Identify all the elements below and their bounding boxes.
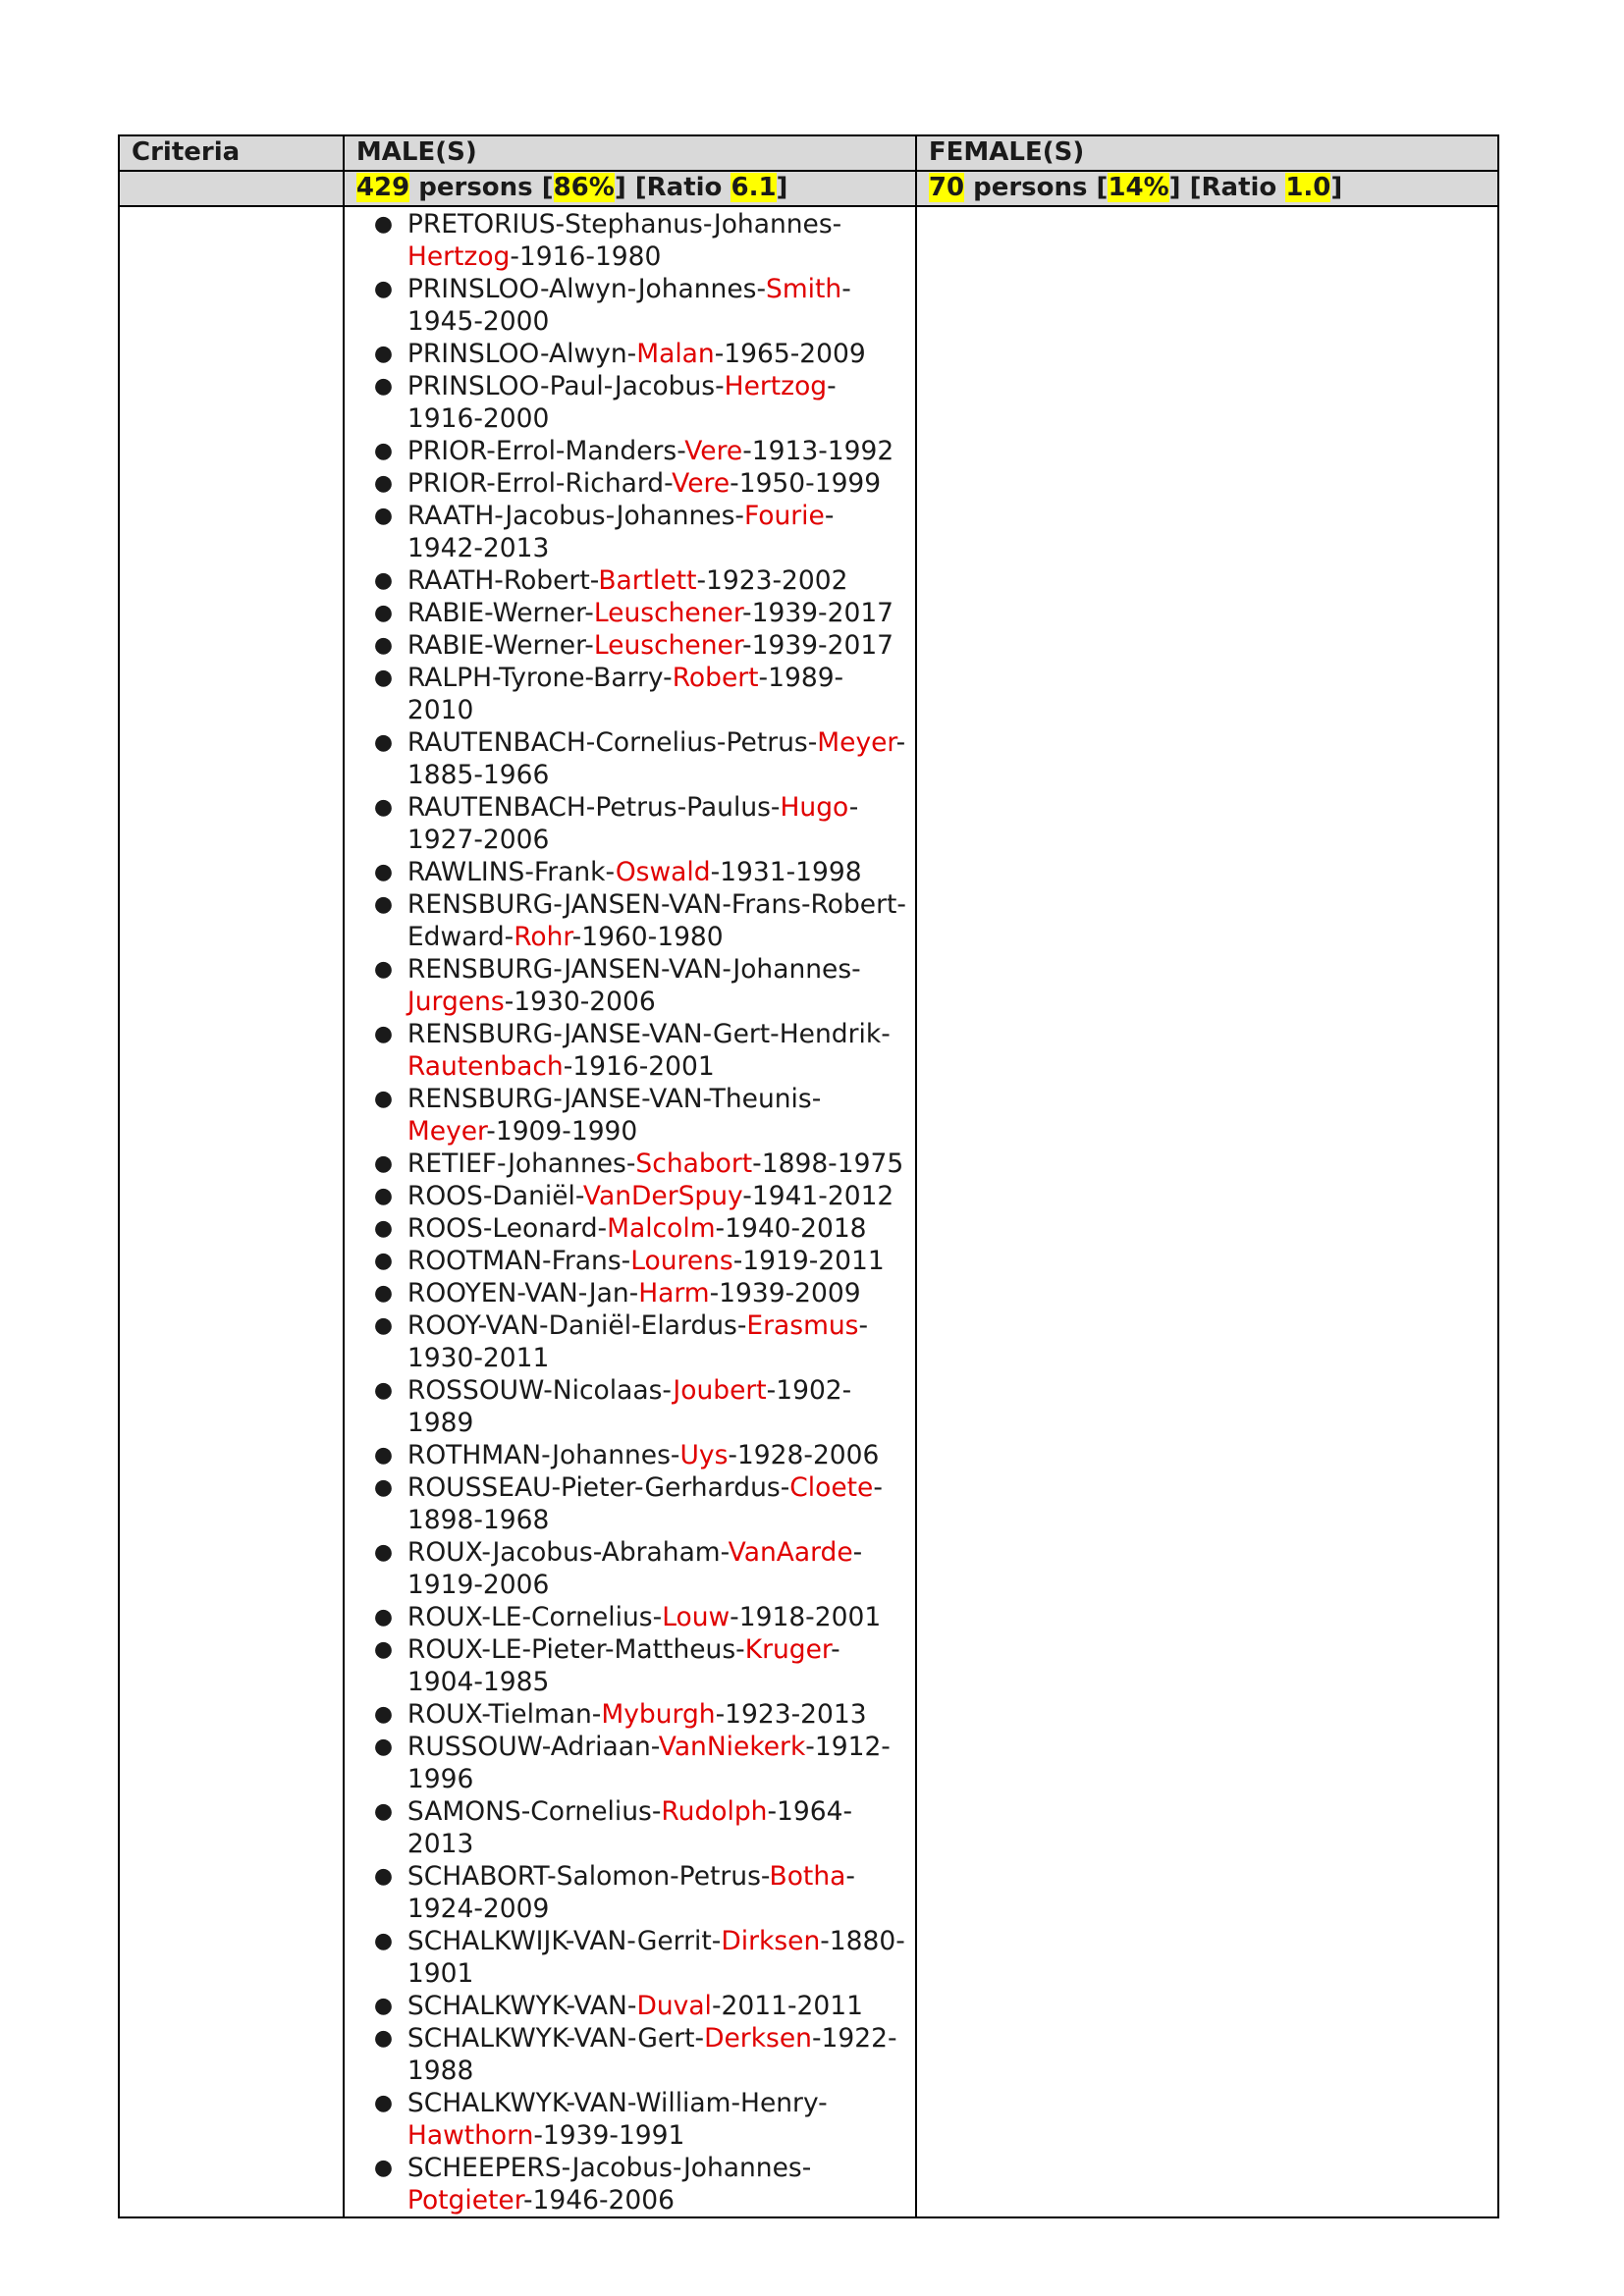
entry-dates: -1909-1990: [486, 1116, 638, 1147]
female-header: FEMALE(S): [916, 135, 1498, 171]
entry-prefix: SCHALKWYK-VAN-Gert-: [406, 2023, 705, 2054]
bullet-icon: ●: [373, 568, 394, 593]
list-item: [356, 1277, 915, 1309]
criteria-header: Criteria: [119, 135, 344, 171]
bullet-icon: ●: [373, 957, 394, 982]
male-ratio-label: Ratio: [646, 173, 723, 202]
bullet-icon: ●: [373, 1443, 394, 1468]
list-item: [356, 1083, 915, 1148]
entry-dates: -1898-1975: [752, 1148, 904, 1179]
entry-dates: -1939-2017: [742, 630, 894, 661]
entry-dates: -1913-1992: [742, 436, 894, 466]
entry-surname: Uys: [679, 1440, 729, 1470]
list-item: [356, 273, 915, 338]
entry-prefix: RENSBURG-JANSEN-VAN-Frans-Robert-Edward-: [406, 889, 906, 952]
entry-prefix: ROOS-Leonard-: [406, 1213, 608, 1244]
entry-dates: -1946-2006: [522, 2185, 675, 2216]
entry-dates: -1941-2012: [742, 1181, 894, 1211]
entry-dates: -1927-2006: [406, 792, 859, 855]
entry-dates: -1918-2001: [730, 1602, 882, 1632]
entry-dates: -1939-2017: [742, 598, 894, 628]
bullet-icon: ●: [373, 1994, 394, 2018]
entry-prefix: ROOY-VAN-Daniël-Elardus-: [406, 1310, 747, 1341]
entry-dates: -1989-2010: [406, 663, 844, 725]
bullet-icon: ●: [373, 730, 394, 755]
bullet-icon: ●: [373, 1929, 394, 1953]
bullet-icon: ●: [373, 1184, 394, 1208]
entry-surname: Erasmus: [746, 1310, 859, 1341]
female-ratio: 1.0: [1285, 173, 1331, 202]
entry-dates: -1939-1991: [533, 2120, 685, 2151]
list-item: [356, 726, 915, 791]
entry-surname: Bartlett: [598, 565, 697, 596]
entry-dates: -1922-1988: [406, 2023, 897, 2086]
bullet-icon: ●: [373, 212, 394, 237]
entry-surname: Harm: [638, 1278, 710, 1308]
list-item: [356, 953, 915, 1018]
bullet-icon: ●: [373, 2091, 394, 2115]
entry-dates: -1930-2006: [504, 987, 656, 1017]
entry-surname: Hertzog: [406, 241, 511, 272]
entry-surname: Rautenbach: [406, 1051, 564, 1082]
entry-dates: -1885-1966: [406, 727, 906, 790]
bullet-icon: ●: [373, 2026, 394, 2051]
list-item: [356, 1148, 915, 1180]
bullet-icon: ●: [373, 1313, 394, 1338]
list-item: [356, 1731, 915, 1795]
entry-dates: -1924-2009: [406, 1861, 855, 1924]
bullet-icon: ●: [373, 1799, 394, 1824]
body-row: [119, 206, 1498, 2217]
entry-prefix: RENSBURG-JANSE-VAN-Theunis-: [406, 1084, 822, 1114]
entry-dates: -1965-2009: [714, 339, 866, 369]
entry-prefix: RAUTENBACH-Petrus-Paulus-: [406, 792, 781, 823]
entry-dates: -1898-1968: [406, 1472, 883, 1535]
entry-surname: Derksen: [704, 2023, 812, 2054]
list-item: [356, 1439, 915, 1471]
entry-prefix: ROUX-Tielman-: [406, 1699, 602, 1730]
list-item: [356, 370, 915, 435]
bullet-icon: ●: [373, 666, 394, 690]
entry-surname: Malcolm: [607, 1213, 716, 1244]
entry-dates: -1945-2000: [406, 274, 851, 337]
entry-dates: -1912-1996: [406, 1732, 891, 1794]
entry-prefix: RAUTENBACH-Cornelius-Petrus-: [406, 727, 818, 758]
entry-surname: Vere: [684, 436, 743, 466]
list-item: [356, 1018, 915, 1083]
list-item: [356, 467, 915, 500]
entry-surname: Vere: [672, 468, 731, 499]
bullet-icon: ●: [373, 342, 394, 366]
bullet-icon: ●: [373, 2156, 394, 2180]
bullet-icon: ●: [373, 1216, 394, 1241]
entry-surname: VanAarde: [728, 1537, 853, 1568]
entry-surname: Leuschener: [593, 630, 743, 661]
list-item: [356, 564, 915, 597]
entry-surname: Hawthorn: [406, 2120, 534, 2151]
list-item: [356, 338, 915, 370]
entry-prefix: SCHABORT-Salomon-Petrus-: [406, 1861, 770, 1892]
list-item: [356, 2152, 915, 2216]
list-item: [356, 435, 915, 467]
list-item: [356, 629, 915, 662]
male-header: MALE(S): [344, 135, 916, 171]
male-percent: 86%: [553, 173, 615, 202]
bullet-icon: ●: [373, 1249, 394, 1273]
entry-surname: Myburgh: [601, 1699, 716, 1730]
entry-surname: Louw: [662, 1602, 731, 1632]
bullet-icon: ●: [373, 374, 394, 399]
entry-dates: -1916-1980: [510, 241, 662, 272]
list-item: [356, 208, 915, 273]
entry-prefix: PRINSLOO-Alwyn-Johannes-: [406, 274, 767, 304]
male-ratio: 6.1: [731, 173, 777, 202]
entry-surname: Cloete: [789, 1472, 874, 1503]
male-persons-label: persons: [418, 173, 533, 202]
entry-prefix: PRINSLOO-Paul-Jacobus-: [406, 371, 725, 401]
bullet-icon: ●: [373, 1378, 394, 1403]
list-item: [356, 1471, 915, 1536]
entry-prefix: RENSBURG-JANSE-VAN-Gert-Hendrik-: [406, 1019, 891, 1049]
entry-surname: Hugo: [780, 792, 849, 823]
bullet-icon: ●: [373, 795, 394, 820]
list-item: [356, 2087, 915, 2152]
entry-prefix: SCHALKWIJK-VAN-Gerrit-: [406, 1926, 722, 1956]
entry-surname: Lourens: [630, 1246, 733, 1276]
entry-prefix: PRIOR-Errol-Richard-: [406, 468, 673, 499]
entry-prefix: ROOTMAN-Frans-: [406, 1246, 631, 1276]
entry-prefix: RETIEF-Johannes-: [406, 1148, 636, 1179]
list-item: [356, 597, 915, 629]
female-ratio-label: Ratio: [1201, 173, 1277, 202]
entry-dates: -1919-2011: [732, 1246, 885, 1276]
entry-dates: -1939-2009: [709, 1278, 861, 1308]
bullet-icon: ●: [373, 1022, 394, 1046]
entry-prefix: RENSBURG-JANSEN-VAN-Johannes-: [406, 954, 863, 985]
entry-surname: Smith: [766, 274, 842, 304]
female-summary: 70 persons [14%] [Ratio 1.0]: [916, 171, 1498, 206]
entry-prefix: ROOS-Daniël-: [406, 1181, 583, 1211]
bullet-icon: ●: [373, 1864, 394, 1889]
list-item: [356, 888, 915, 953]
entry-dates: -1919-2006: [406, 1537, 863, 1600]
entry-prefix: ROTHMAN-Johannes-: [406, 1440, 680, 1470]
summary-row: [119, 171, 1498, 206]
entry-surname: Jurgens: [406, 987, 505, 1017]
entry-prefix: RAATH-Jacobus-Johannes-: [406, 501, 744, 531]
entry-surname: Rohr: [514, 922, 572, 952]
entry-prefix: RUSSOUW-Adriaan-: [406, 1732, 659, 1762]
bullet-icon: ●: [373, 1540, 394, 1565]
entry-surname: Leuschener: [593, 598, 743, 628]
entry-dates: -1902-1989: [406, 1375, 852, 1438]
entry-prefix: ROUX-LE-Cornelius-: [406, 1602, 663, 1632]
bullet-icon: ●: [373, 601, 394, 625]
bullet-icon: ●: [373, 1281, 394, 1306]
entry-surname: Rudolph: [661, 1796, 768, 1827]
list-item: [356, 500, 915, 564]
entry-prefix: RABIE-Werner-: [406, 630, 594, 661]
entry-surname: Duval: [636, 1991, 712, 2021]
entry-prefix: SCHALKWYK-VAN-William-Henry-: [406, 2088, 828, 2118]
bullet-icon: ●: [373, 1605, 394, 1629]
bullet-icon: ●: [373, 439, 394, 463]
entry-dates: -1916-2001: [563, 1051, 715, 1082]
bullet-icon: ●: [373, 1475, 394, 1500]
entry-dates: -1950-1999: [730, 468, 882, 499]
header-row: [119, 135, 1498, 171]
list-item: [356, 2022, 915, 2087]
entry-prefix: RAWLINS-Frank-: [406, 857, 616, 887]
entry-prefix: ROUX-Jacobus-Abraham-: [406, 1537, 729, 1568]
entry-prefix: RABIE-Werner-: [406, 598, 594, 628]
bullet-icon: ●: [373, 1151, 394, 1176]
entry-surname: Hertzog: [724, 371, 828, 401]
list-item: [356, 1309, 915, 1374]
entry-surname: VanNiekerk: [658, 1732, 806, 1762]
entry-surname: Fourie: [743, 501, 825, 531]
bullet-icon: ●: [373, 633, 394, 658]
entry-surname: Potgieter: [406, 2185, 523, 2216]
bullet-icon: ●: [373, 1702, 394, 1727]
bullet-icon: ●: [373, 1637, 394, 1662]
list-item: [356, 1245, 915, 1277]
persons-table: [118, 134, 1499, 2218]
entry-dates: -1923-2002: [696, 565, 848, 596]
female-persons-label: persons: [973, 173, 1088, 202]
entry-surname: Joubert: [673, 1375, 767, 1406]
entry-dates: -2011-2011: [711, 1991, 863, 2021]
entry-prefix: SAMONS-Cornelius-: [406, 1796, 662, 1827]
entry-dates: -1928-2006: [728, 1440, 880, 1470]
male-summary: 429 persons [86%] [Ratio 6.1]: [344, 171, 916, 206]
female-percent: 14%: [1108, 173, 1169, 202]
entry-dates: -1880-1901: [406, 1926, 905, 1989]
female-count: 70: [928, 173, 965, 202]
bullet-icon: ●: [373, 504, 394, 528]
list-item: [356, 1795, 915, 1860]
bullet-icon: ●: [373, 1087, 394, 1111]
entry-prefix: RALPH-Tyrone-Barry-: [406, 663, 673, 693]
entry-surname: Dirksen: [721, 1926, 821, 1956]
entry-dates: -1960-1980: [571, 922, 724, 952]
entry-prefix: RAATH-Robert-: [406, 565, 599, 596]
entry-prefix: PRETORIUS-Stephanus-Johannes-: [406, 209, 842, 240]
list-item: [356, 1990, 915, 2022]
entry-dates: -1940-2018: [715, 1213, 867, 1244]
entry-prefix: SCHALKWYK-VAN-: [406, 1991, 637, 2021]
entry-surname: Meyer: [406, 1116, 487, 1147]
entry-prefix: ROSSOUW-Nicolaas-: [406, 1375, 674, 1406]
list-item: [356, 1633, 915, 1698]
entry-prefix: ROUX-LE-Pieter-Mattheus-: [406, 1634, 745, 1665]
entry-surname: Oswald: [615, 857, 711, 887]
list-item: [356, 1374, 915, 1439]
male-list: [356, 207, 915, 2216]
bullet-icon: ●: [373, 277, 394, 301]
list-item: [356, 1536, 915, 1601]
list-item: [356, 1180, 915, 1212]
list-item: [356, 1860, 915, 1925]
entry-dates: -1923-2013: [715, 1699, 867, 1730]
entry-prefix: PRIOR-Errol-Manders-: [406, 436, 685, 466]
entry-dates: -1930-2011: [406, 1310, 869, 1373]
list-item: [356, 791, 915, 856]
list-item: [356, 1601, 915, 1633]
bullet-icon: ●: [373, 471, 394, 496]
bullet-icon: ●: [373, 892, 394, 917]
list-item: [356, 1212, 915, 1245]
male-count: 429: [355, 173, 410, 202]
criteria-summary-cell: [119, 171, 344, 206]
list-item: [356, 662, 915, 726]
list-item: [356, 856, 915, 888]
criteria-body-cell: [119, 206, 344, 2217]
entry-surname: Robert: [672, 663, 759, 693]
list-item: [356, 1925, 915, 1990]
entry-prefix: ROOYEN-VAN-Jan-: [406, 1278, 639, 1308]
entry-surname: Kruger: [744, 1634, 832, 1665]
entry-dates: -1931-1998: [710, 857, 862, 887]
bullet-icon: ●: [373, 860, 394, 884]
entry-surname: Schabort: [635, 1148, 753, 1179]
entry-surname: Meyer: [817, 727, 896, 758]
entry-prefix: SCHEEPERS-Jacobus-Johannes-: [406, 2153, 812, 2183]
female-list-cell: [916, 206, 1498, 2217]
entry-prefix: PRINSLOO-Alwyn-: [406, 339, 637, 369]
entry-dates: -1964-2013: [406, 1796, 853, 1859]
entry-dates: -1942-2013: [406, 501, 835, 563]
list-item: [356, 1698, 915, 1731]
entry-dates: -1904-1985: [406, 1634, 840, 1697]
entry-surname: VanDerSpuy: [582, 1181, 743, 1211]
entry-surname: Botha: [769, 1861, 846, 1892]
entry-prefix: ROUSSEAU-Pieter-Gerhardus-: [406, 1472, 790, 1503]
bullet-icon: ●: [373, 1735, 394, 1759]
male-list-cell: [344, 206, 916, 2217]
entry-dates: -1916-2000: [406, 371, 837, 434]
entry-surname: Malan: [636, 339, 715, 369]
